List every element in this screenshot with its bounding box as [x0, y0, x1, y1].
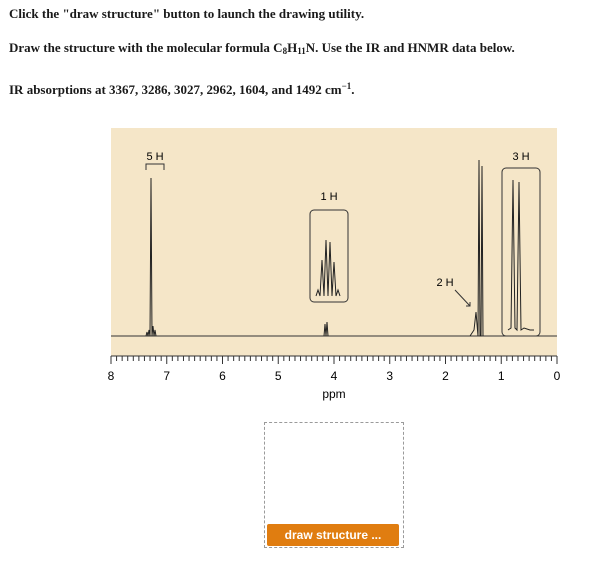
formula-sub-c: 8 — [282, 46, 288, 56]
formula-text-a: Draw the structure with the molecular formula C — [9, 40, 283, 55]
instruction-launch-text: Click the "draw structure" button to launch the drawing utility. — [9, 6, 365, 21]
tick-label: 8 — [107, 369, 115, 383]
formula-text-c: N. Use the IR and HNMR data below. — [305, 40, 515, 55]
tick-label: 7 — [163, 369, 171, 383]
tick-label: 6 — [219, 369, 226, 383]
integration-label-5h: 5 H — [146, 151, 164, 163]
tick-label: 4 — [330, 369, 338, 383]
plot-background — [111, 128, 557, 356]
tick-label: 5 — [274, 369, 282, 383]
draw-structure-button[interactable]: draw structure ... — [267, 524, 399, 546]
integration-label-1h: 1 H — [320, 191, 338, 203]
tick-labels — [108, 369, 561, 383]
minor-ticks — [111, 356, 557, 364]
tick-label: 1 — [497, 369, 505, 383]
formula-sub-h: 11 — [297, 46, 306, 56]
formula-text-b: H — [287, 40, 298, 55]
tick-label: 3 — [386, 369, 394, 383]
x-axis-label: ppm — [322, 387, 346, 401]
ir-unit-exponent: −1 — [341, 81, 352, 91]
tick-label: 2 — [442, 369, 449, 383]
integration-label-2h: 2 H — [436, 277, 454, 289]
tick-label: 0 — [553, 369, 561, 383]
integration-label-3h: 3 H — [512, 151, 530, 163]
ir-period: . — [351, 82, 355, 97]
ir-text: IR absorptions at 3367, 3286, 3027, 2962, 1604, and 1492 cm — [9, 82, 342, 97]
